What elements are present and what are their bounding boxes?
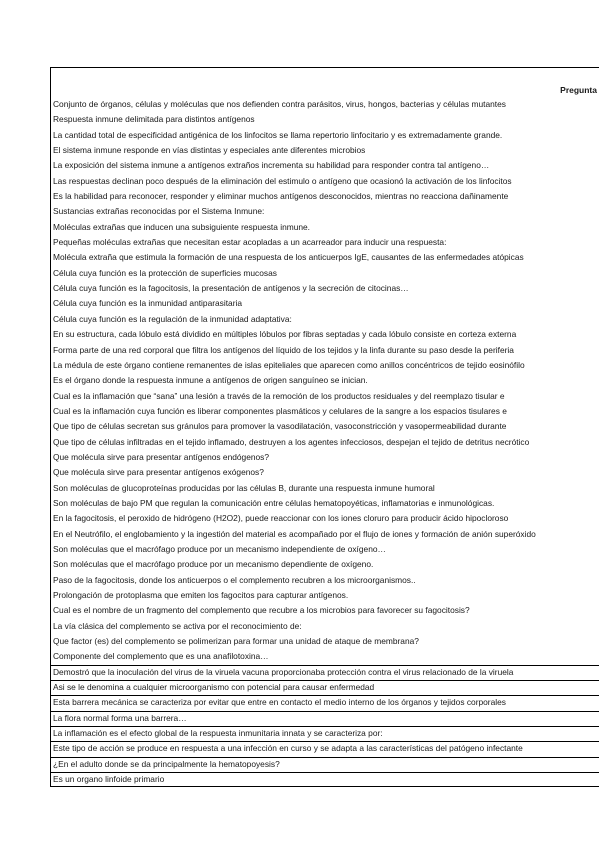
question-row: Forma parte de una red corporal que filtra los antígenos del líquido de los tejidos y la linfa durante su paso desde la periferia (53, 344, 514, 355)
question-row: Componente del complemento que es una anafilotoxina… (53, 651, 269, 662)
question-row: Sustancias extrañas reconocidas por el Sistema Inmune: (53, 206, 265, 217)
question-row: Que tipo de células secretan sus gránulos para promover la vasodilatación, vasoconstricción y vasopermeabilidad durante (53, 421, 507, 432)
boxed-question-row: La flora normal forma una barrera… (51, 711, 599, 726)
question-row: Célula cuya función es la fagocitosis, la presentación de antígenos y la secreción de citocinas… (53, 283, 409, 294)
question-row: Que molécula sirve para presentar antígenos exógenos? (53, 467, 264, 478)
question-row: Son moléculas de glucoproteínas producidas por las células B, durante una respuesta inmune humoral (53, 482, 435, 493)
question-row: Son moléculas de bajo PM que regulan la comunicación entre células hematopoyéticas, inflamatorias e inmunológicas. (53, 497, 495, 508)
question-row: La vía clásica del complemento se activa por el reconocimiento de: (53, 620, 302, 631)
question-row: Molécula extraña que estimula la formación de una respuesta de los anticuerpos IgE, causantes de las enfermedades atópicas (53, 252, 524, 263)
spreadsheet (50, 67, 599, 787)
question-row: Pequeñas moléculas extrañas que necesitan estar acopladas a un acarreador para inducir una respuesta: (53, 237, 447, 248)
question-row: Es la habilidad para reconocer, responder y eliminar muchos antígenos desconocidos, mientras no reacciona dañinamente (53, 191, 509, 202)
question-row: En su estructura, cada lóbulo está dividido en múltiples lóbulos por fibras septadas y cada lóbulo consiste en corteza externa (53, 329, 517, 340)
question-row: Que factor (es) del complemento se polimerizan para formar una unidad de ataque de membrana? (53, 636, 419, 647)
question-row: Respuesta inmune delimitada para distintos antígenos (53, 114, 255, 125)
boxed-question-row: ¿En el adulto donde se da principalmente la hematopoyesis? (51, 757, 599, 772)
boxed-question-row: Esta barrera mecánica se caracteriza por evitar que entre en contacto el medio interno de los órganos y tejidos corporales (51, 695, 599, 710)
question-row: Que tipo de células infiltradas en el tejido inflamado, destruyen a los agentes infecciosos, despejan el tejido de detritus necrótico (53, 436, 530, 447)
question-row: Prolongación de protoplasma que emiten los fagocitos para capturar antígenos. (53, 590, 349, 600)
question-row: La exposición del sistema inmune a antígenos extraños incrementa su habilidad para responder contra tal antígeno… (53, 160, 490, 171)
question-row: El sistema inmune responde en vías distintas y especiales ante diferentes microbios (53, 145, 366, 156)
question-row: Conjunto de órganos, células y moléculas que nos defienden contra parásitos, virus, hongos, bacterias y células mutantes (53, 99, 506, 109)
header-row (50, 67, 599, 97)
boxed-question-row: Demostró que la inoculación del virus de la viruela vacuna proporcionaba protección contra el virus relacionado de la viruela (51, 665, 599, 680)
question-row: Que molécula sirve para presentar antígenos endógenos? (53, 451, 270, 462)
column-header-pregunta: Pregunta (560, 85, 597, 95)
question-row: En el Neutrófilo, el englobamiento y la ingestión del material es acompañado por el flujo de iones y formación de anión superóxido (53, 528, 536, 539)
question-row: Son moléculas que el macrófago produce por un mecanismo dependiente de oxígeno. (53, 559, 374, 570)
question-rows (50, 97, 599, 787)
question-row: Célula cuya función es la regulación de la inmunidad adaptativa: (53, 313, 292, 324)
question-row: En la fagocitosis, el peroxido de hidrógeno (H2O2), puede reaccionar con los iones cloruro para producir ácido hipocloroso (53, 513, 509, 524)
question-row: Son moléculas que el macrófago produce por un mecanismo independiente de oxígeno… (53, 543, 386, 554)
boxed-question-row: Es un organo linfoide primario (51, 772, 599, 787)
question-row: Cual es la inflamación que “sana” una lesión a través de la remoción de los productos residuales y del reemplazo tisular e (53, 390, 505, 401)
question-row: Moléculas extrañas que inducen una subsiguiente respuesta inmune. (53, 221, 310, 232)
question-row: Paso de la fagocitosis, donde los anticuerpos o el complemento recubren a los microorganismos.. (53, 574, 416, 585)
question-row: Cual es la inflamación cuya función es liberar componentes plasmáticos y celulares de la sangre a los espacios tisulares e (53, 405, 507, 416)
question-row: Las respuestas declinan poco después de la eliminación del estimulo o antígeno que ocasionó la activación de los linfocitos (53, 175, 512, 186)
question-row: Célula cuya función es la inmunidad antiparasitaria (53, 298, 243, 309)
boxed-question-row: Asi se le denomina a cualquier microorganismo con potencial para causar enfermedad (51, 680, 599, 695)
question-row: Es el órgano donde la respuesta inmune a antígenos de origen sanguíneo se inician. (53, 375, 368, 386)
question-row: La cantidad total de especificidad antigénica de los linfocitos se llama repertorio linfocitario y es extremadamente grande. (53, 129, 503, 140)
question-row: Célula cuya función es la protección de superficies mucosas (53, 267, 277, 278)
question-row: La médula de este órgano contiene remanentes de islas epiteliales que aparecen como anillos concéntricos de tejido eosinófilo (53, 359, 525, 370)
question-row: Cual es el nombre de un fragmento del complemento que recubre a los microbios para favorecer su fagocitosis? (53, 605, 470, 616)
boxed-question-row: Este tipo de acción se produce en respuesta a una infección en curso y se adapta a las características del patógeno infectante (51, 741, 599, 756)
boxed-question-row: La inflamación es el efecto global de la respuesta inmunitaria innata y se caracteriza por: (51, 726, 599, 741)
